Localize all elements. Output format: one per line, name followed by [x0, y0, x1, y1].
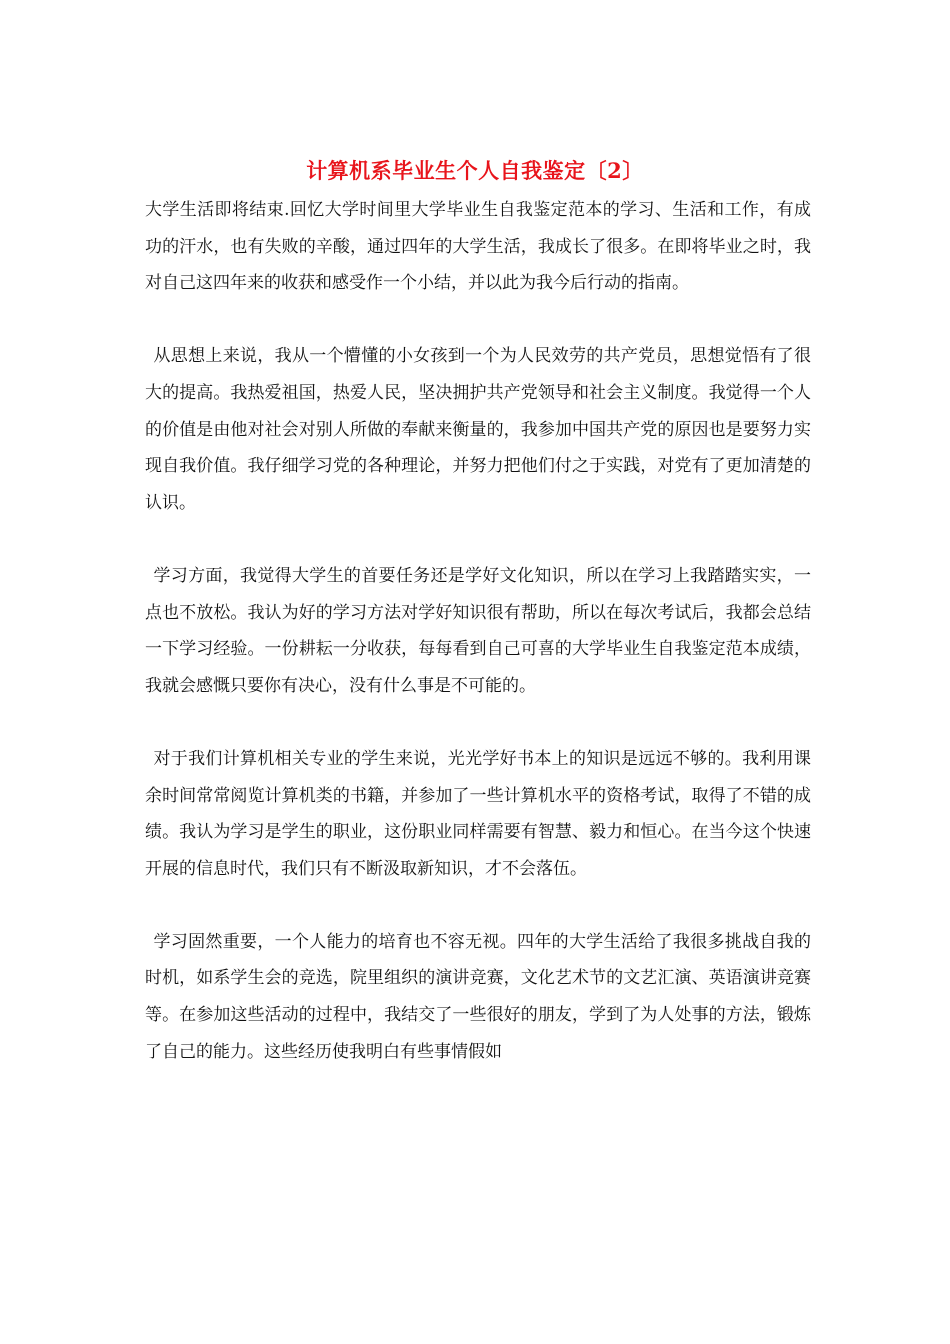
- paragraph-ideology: 从思想上来说，我从一个懵懂的小女孩到一个为人民效劳的共产党员，思想觉悟有了很大的提高。我热爱祖国，热爱人民，坚决拥护共产党领导和社会主义制度。我觉得一个人的价值是由他对社会对别人所做的奉献来衡量的，我参加中国共产党的原因也是要努力实现自我价值。我仔细学习党的各种理论，并努力把他们付之于实践，对党有了更加清楚的认识。: [145, 346, 811, 513]
- document-body: [145, 192, 811, 1107]
- paragraph-study: 学习方面，我觉得大学生的首要任务还是学好文化知识，所以在学习上我踏踏实实，一点也不放松。我认为好的学习方法对学好知识很有帮助，所以在每次考试后，我都会总结一下学习经验。一份耕耘一分收获，每每看到自己可喜的大学毕业生自我鉴定范本成绩，我就会感慨只要你有决心，没有什么事是不可能的。: [145, 565, 811, 696]
- paragraph-intro: 大学生活即将结束.回忆大学时间里大学毕业生自我鉴定范本的学习、生活和工作，有成功的汗水，也有失败的辛酸，通过四年的大学生活，我成长了很多。在即将毕业之时，我对自己这四年来的收获和感受作一个小结，并以此为我今后行动的指南。: [145, 200, 811, 294]
- document-title: 计算机系毕业生个人自我鉴定〔2〕: [306, 158, 644, 183]
- paragraph-abilities: 学习固然重要，一个人能力的培育也不容无视。四年的大学生活给了我很多挑战自我的时机，如系学生会的竞选，院里组织的演讲竞赛，文化艺术节的文艺汇演、英语演讲竞赛等。在参加这些活动的过程中，我结交了一些很好的朋友，学到了为人处事的方法，锻炼了自己的能力。这些经历使我明白有些事情假如: [145, 931, 811, 1062]
- paragraph-computer-skills: 对于我们计算机相关专业的学生来说，光光学好书本上的知识是远远不够的。我利用课余时间常常阅览计算机类的书籍，并参加了一些计算机水平的资格考试，取得了不错的成绩。我认为学习是学生的职业，这份职业同样需要有智慧、毅力和恒心。在当今这个快速开展的信息时代，我们只有不断汲取新知识，才不会落伍。: [145, 748, 811, 879]
